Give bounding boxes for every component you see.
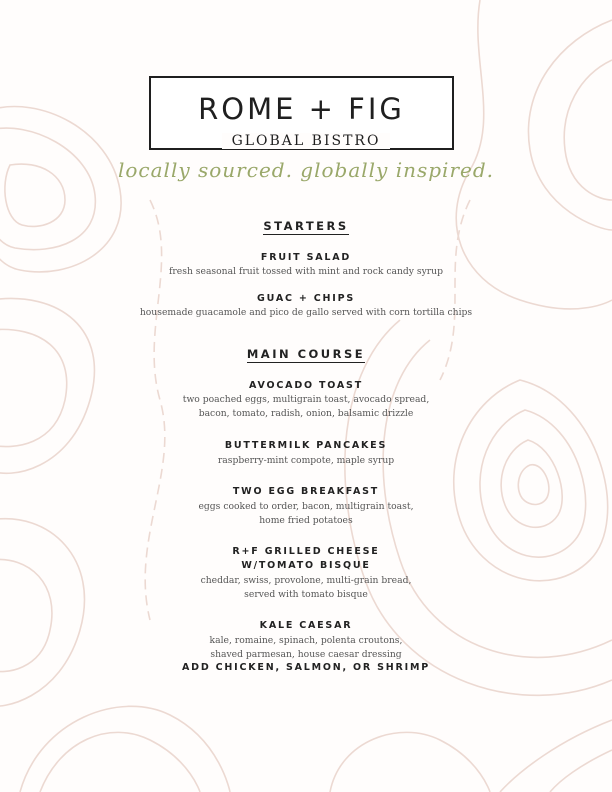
item-desc: housemade guacamole and pico de gallo served with corn tortilla chips [139, 307, 473, 318]
item-name: AVOCADO TOAST [249, 380, 363, 391]
item-desc: served with tomato bisque [244, 589, 368, 600]
item-desc: eggs cooked to order, bacon, multigrain toast, [198, 501, 414, 512]
item-name: TWO EGG BREAKFAST [232, 486, 380, 497]
item-addon: ADD CHICKEN, SALMON, OR SHRIMP [182, 662, 430, 673]
item-desc: raspberry-mint compote, maple syrup [217, 455, 395, 466]
brand-subtitle: GLOBAL BISTRO [222, 133, 391, 149]
item-desc: bacon, tomato, radish, onion, balsamic drizzle [198, 408, 414, 419]
brand-subtitle-wrap [0, 132, 612, 150]
item-desc: shaved parmesan, house caesar dressing [210, 649, 402, 660]
section-title-main-course: MAIN COURSE [246, 347, 366, 361]
section-title-starters: STARTERS [263, 219, 349, 233]
brand-name: ROME + FIG [198, 92, 405, 126]
item-name: W/TOMATO BISQUE [241, 560, 371, 571]
item-desc: home fried potatoes [259, 515, 353, 526]
item-desc: fresh seasonal fruit tossed with mint and rock candy syrup [169, 266, 443, 277]
item-name: BUTTERMILK PANCAKES [224, 440, 388, 451]
item-desc: kale, romaine, spinach, polenta croutons, [209, 635, 403, 646]
item-name: KALE CAESAR [259, 620, 353, 631]
brand-tagline: locally sourced. globally inspired. [117, 158, 495, 182]
item-name: GUAC + CHIPS [257, 293, 355, 304]
item-name: FRUIT SALAD [260, 252, 352, 263]
item-desc: cheddar, swiss, provolone, multi-grain bread, [200, 575, 412, 586]
item-name: R+F GRILLED CHEESE [232, 546, 380, 557]
item-desc: two poached eggs, multigrain toast, avocado spread, [182, 394, 430, 405]
